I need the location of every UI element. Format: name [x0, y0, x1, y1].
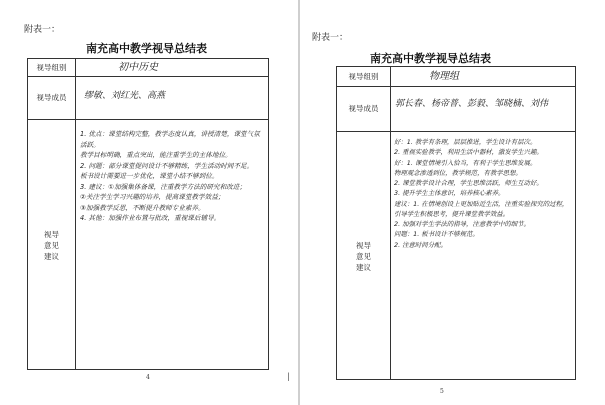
opinion-label-line: 视导: [356, 240, 371, 250]
appendix-label: 附表一：: [24, 25, 61, 35]
members-value: 缪敏、刘红光、高燕: [84, 91, 166, 101]
document-page-right: [300, 0, 605, 405]
opinion-label-line: 视导: [44, 229, 59, 239]
edge-mark: |: [287, 372, 290, 381]
form-title: 南充高中教学视导总结表: [370, 52, 491, 65]
group-value: 物理组: [429, 71, 459, 82]
opinion-label-line: 意见: [44, 240, 59, 250]
form-title: 南充高中教学视导总结表: [86, 42, 207, 55]
group-label: 视导组别: [348, 72, 379, 81]
members-label: 视导成员: [36, 93, 67, 102]
group-label: 视导组别: [36, 63, 67, 72]
document-page-left: [0, 0, 298, 405]
members-label: 视导成员: [348, 104, 379, 113]
opinion-text: 1. 优点：课堂结构完整，教学态度认真，讲授清楚，课堂气氛活跃。 教学目标明确，重点突出，能注重学生的主体地位。 2. 问题：部分课堂提问设计不够精练，学生活动时间不足。 板书设计需要进一步优化，课堂小结不够到位。 3. 建议：①加强集体备课，注重教学方法的研究和改进； ②关注学生学习兴趣的培养，提高课堂教学效益； ③加强教学反思，不断提升教师专业素养。 4. 其他：加强作业布置与批改，重视课后辅导。: [80, 130, 260, 223]
column-divider: [390, 67, 391, 379]
opinion-label: [337, 131, 390, 381]
group-value: 初中历史: [118, 62, 158, 73]
column-divider: [75, 59, 76, 369]
opinion-text: 好：1. 教学有条理，层层推进，学生设计有层次。 2. 重视实验教学，利用生活中器材，激发学生兴趣。 好：1. 课堂情境引入恰当，有利于学生思维发展。 物理观念渗透到位，教学规范，有教学思想。 2. 课堂教学设计合理，学生思维活跃，师生互动好。 3. 提升学生主体意识，培养核心素养。 建议：1. 在情境创设上更加贴近生活，注重实验探究的过程，引导学生积极思考，提升课堂教学效益。 2. 加强对学生学法的指导，注意教学中的细节。 问题：1. 板书设计不够规范。 2. 注意时间分配。: [394, 138, 569, 249]
members-value: 郭长春、杨帝普、彭毅、邹晓楠、刘伟: [395, 99, 549, 109]
opinion-label-line: 建议: [356, 262, 371, 272]
evaluation-form: [27, 58, 269, 370]
opinion-label-line: 建议: [44, 251, 59, 261]
opinion-label: [28, 119, 75, 371]
opinion-label-line: 意见: [356, 251, 371, 261]
page-number: 4: [146, 374, 150, 381]
page-number: 5: [440, 388, 444, 395]
appendix-label: 附表一：: [312, 33, 349, 43]
evaluation-form: [336, 66, 576, 380]
